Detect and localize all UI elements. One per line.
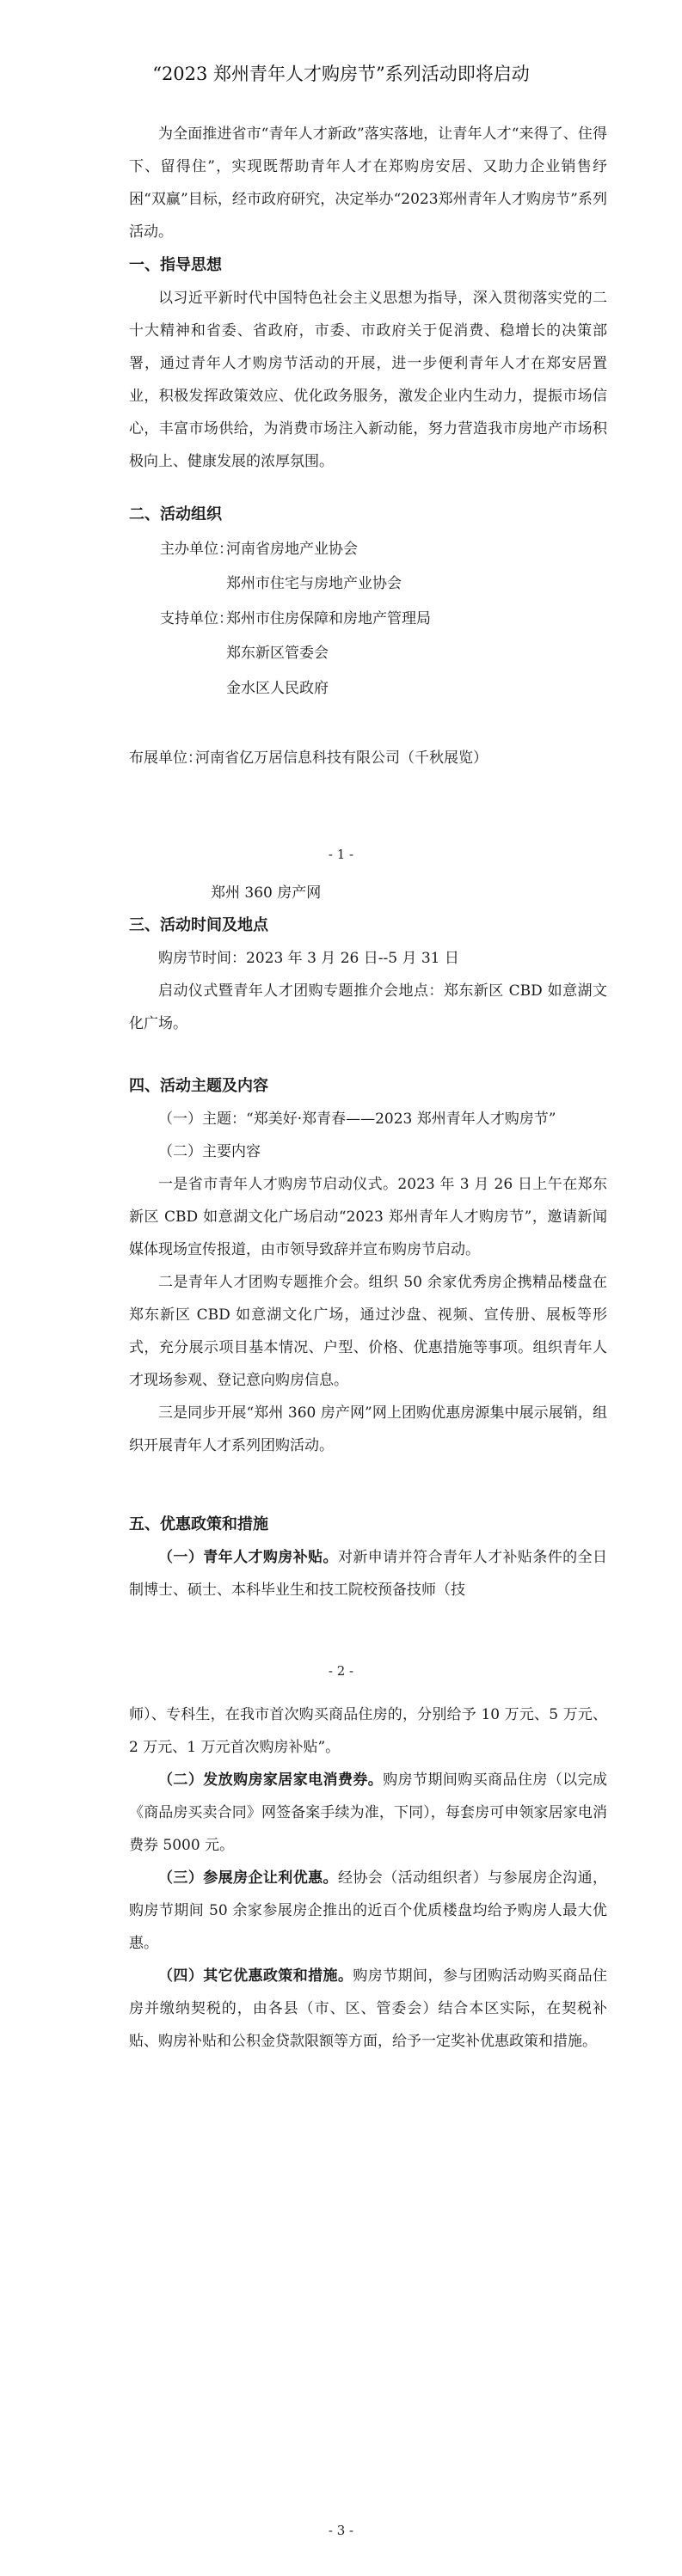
section-guiding-thought [129,249,607,478]
policy-body: 购房节期间，参与团购活动购买商品住房并缴纳契税的，由各县（市、区、管委会）结合本区实际，在契税补贴、购房补贴和公积金贷款限额等方面，给予一定奖补优惠政策和措施。 [129,1967,608,2050]
host-label: 主办单位： [160,541,233,558]
source-label: 郑州 360 房产网 [211,884,322,902]
support-unit: 金水区人民政府 [226,680,329,697]
page-number: - 1 - [328,847,354,862]
section-organization [129,499,607,531]
policy-body-continued: 师）、专科生，在我市首次购买商品住房的，分别给予 10 万元、5 万元、2 万元、1 万元首次购房补贴”。 [129,1706,607,1756]
section-theme-content [129,1070,607,1462]
venue-line: 启动仪式暨青年人才团购专题推介会地点：郑东新区 CBD 如意湖文化广场。 [129,982,607,1032]
page-number: - 3 - [328,2523,354,2538]
page-number: - 2 - [328,1663,354,1679]
policy-body: 经协会（活动组织者）与参展房企沟通，购房节期间 50 余家参展房企推出的近百个优质楼盘均给予购房人最大优惠。 [129,1869,608,1952]
section-time-place [129,909,607,1040]
policy-body: 对新申请并符合青年人才补贴条件的全日制博士、硕士、本科毕业生和技工院校预备技师（技 [129,1549,608,1599]
policy-title: （二）发放购房家居家电消费券。 [158,1771,384,1789]
content-item: 二是青年人才团购专题推介会。组织 50 余家优秀房企携精品楼盘在郑东新区 CBD 如意湖文化广场，通过沙盘、视频、宣传册、展板等形式，充分展示项目基本情况、户型、价格、优惠措施等事项。组织青年人才现场参观、登记意向购房信息。 [129,1274,607,1389]
section-policies [129,1508,607,1606]
section-heading: 三、活动时间及地点 [129,916,268,934]
section-paragraph: 以习近平新时代中国特色社会主义思想为指导，深入贯彻落实党的二十大精神和省委、省政府，市委、市政府关于促消费、稳增长的决策部署，通过青年人才购房节活动的开展，进一步便利青年人才在郑安居置业，积极发挥政策效应、优化政务服务，激发企业内生动力，提振市场信心，丰富市场供给，为消费市场注入新动能，努力营造我市房地产市场积极向上、健康发展的浓厚氛围。 [129,290,607,470]
support-label: 支持单位： [160,610,233,627]
support-unit: 郑州市住房保障和房地产管理局 [226,610,431,627]
host-unit: 河南省房地产业协会 [226,541,358,558]
section-heading: 二、活动组织 [129,505,222,523]
intro-block [129,118,607,248]
section-heading: 一、指导思想 [129,256,222,274]
theme-line: （一）主题：“郑美好·郑青春——2023 郑州青年人才购房节” [158,1111,556,1128]
policy-paragraph [129,1862,607,1960]
policy-title: （一）青年人才购房补贴。 [158,1549,338,1566]
section-heading: 四、活动主题及内容 [129,1077,268,1095]
policy-paragraph [129,1764,607,1862]
page-title: “2023 郑州青年人才购房节”系列活动即将启动 [152,64,530,84]
content-item: 三是同步开展“郑州 360 房产网”网上团购优惠房源集中展示展销，组织开展青年人才系列团购活动。 [129,1404,607,1454]
time-line: 购房节时间：2023 年 3 月 26 日--5 月 31 日 [158,950,459,967]
exhibitor-unit: 河南省亿万居信息科技有限公司（千秋展览） [195,750,488,767]
content-heading: （二）主要内容 [158,1143,261,1160]
policy-title: （四）其它优惠政策和措施。 [158,1967,353,1985]
policy-body: 购房节期间购买商品住房（以完成《商品房买卖合同》网签备案手续为准，下同），每套房可申领家居家电消费券 5000 元。 [129,1771,608,1854]
host-unit: 郑州市住宅与房地产业协会 [226,575,402,592]
content-item: 一是省市青年人才购房节启动仪式。2023 年 3 月 26 日上午在郑东新区 CBD 如意湖文化广场启动“2023 郑州青年人才购房节”，邀请新闻媒体现场宣传报道，由市领导致辞并宣布购房节启动。 [129,1176,607,1258]
policy-paragraph [129,1960,607,2058]
policy-title: （三）参展房企让利优惠。 [158,1869,338,1887]
section-policies-continued [129,1698,607,2058]
section-heading: 五、优惠政策和措施 [129,1515,268,1533]
policy-paragraph [129,1541,607,1606]
intro-paragraph: 为全面推进省市“青年人才新政”落实落地，让青年人才“来得了、住得下、留得住”，实现既帮助青年人才在郑购房安居、又助力企业销售纾困“双赢”目标，经市政府研究，决定举办“2023郑州青年人才购房节”系列活动。 [129,125,607,241]
exhibitor-label: 布展单位： [129,750,202,767]
support-unit: 郑东新区管委会 [226,645,329,662]
